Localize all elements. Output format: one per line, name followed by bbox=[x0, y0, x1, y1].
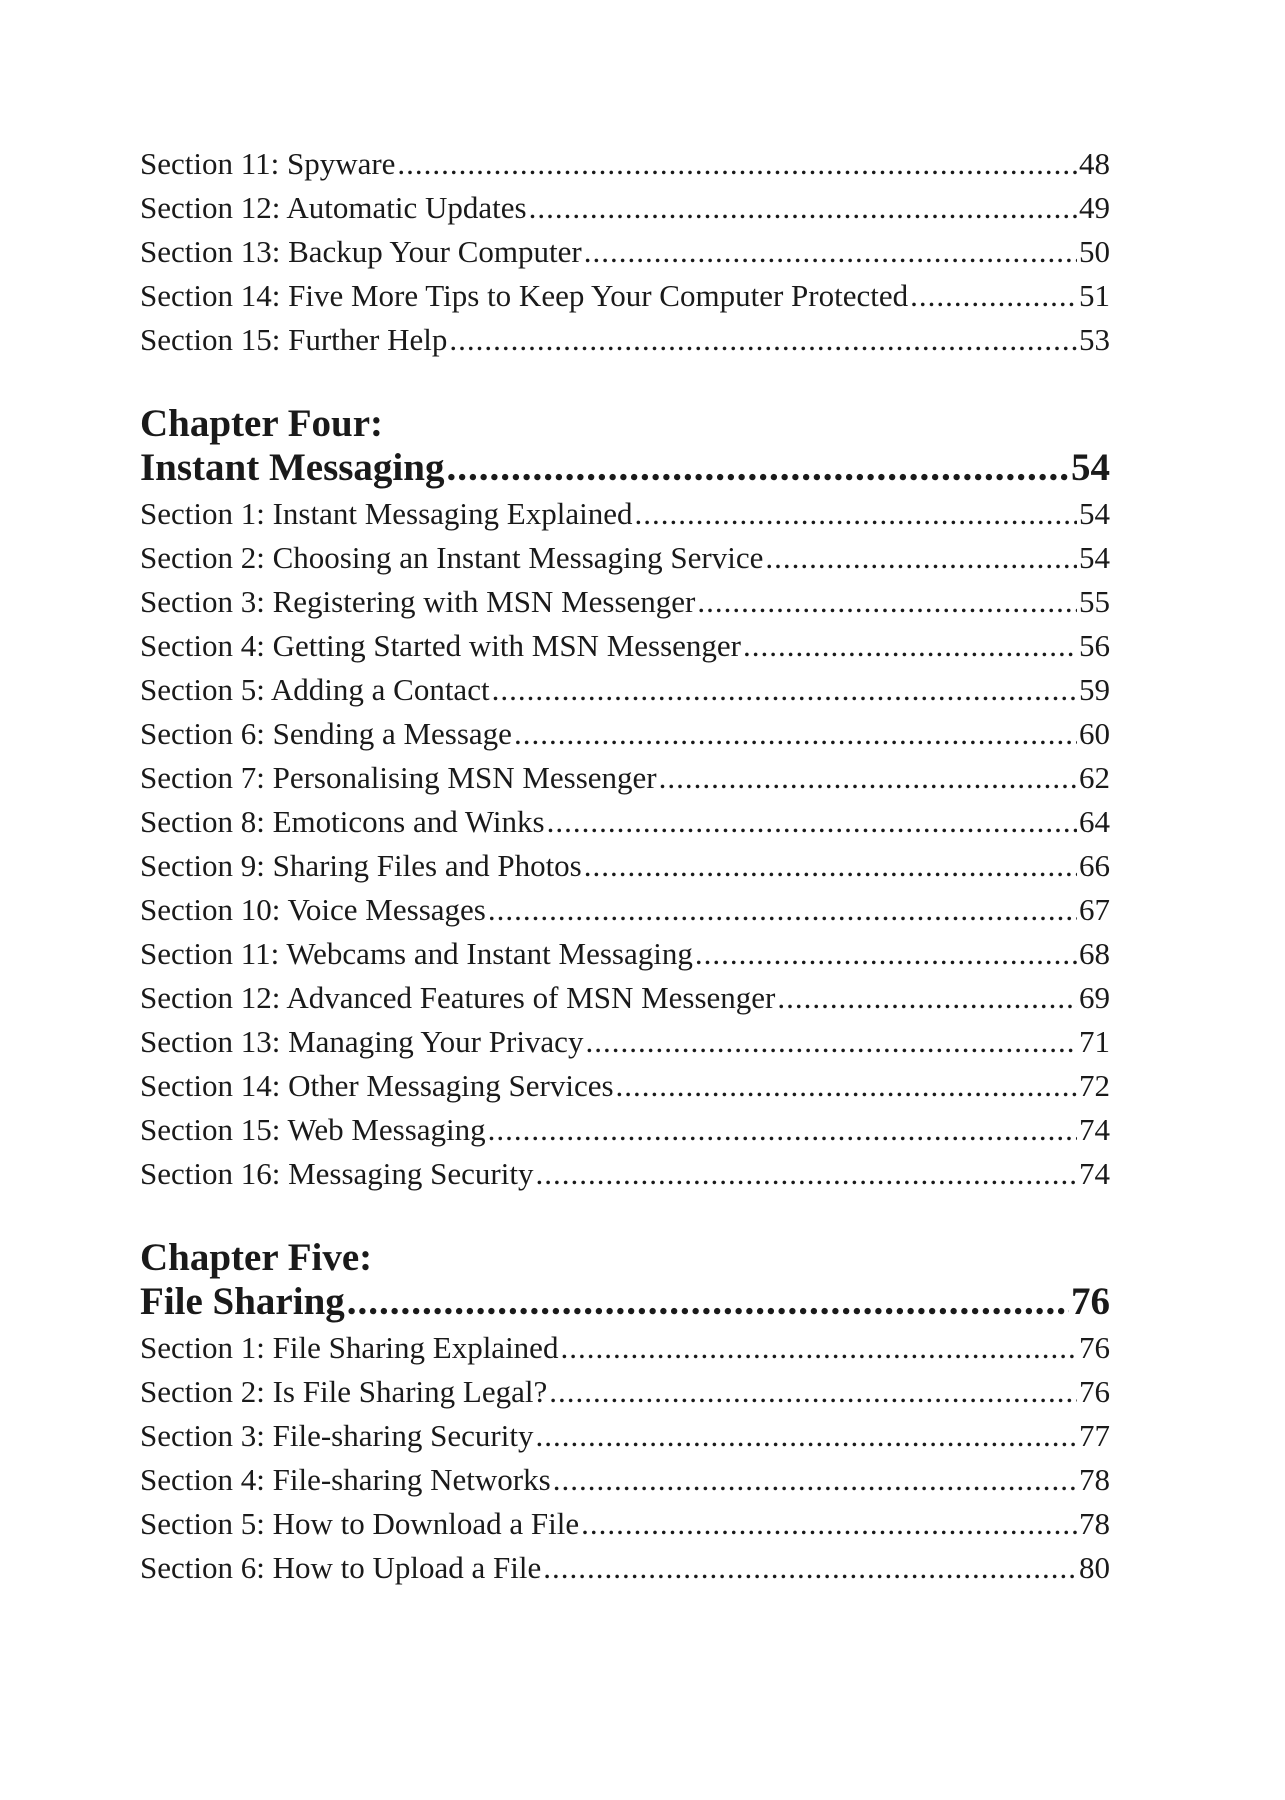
toc-entry-title: Section 1: Instant Messaging Explained bbox=[140, 496, 633, 531]
toc-entry-page: 66 bbox=[1079, 848, 1110, 883]
toc-entry[interactable] bbox=[140, 932, 1110, 976]
toc-entry[interactable] bbox=[140, 1414, 1110, 1458]
dot-leader bbox=[543, 1546, 1077, 1590]
toc-entry-title: Section 5: How to Download a File bbox=[140, 1506, 580, 1541]
toc-entry-page: 68 bbox=[1079, 936, 1110, 971]
dot-leader bbox=[449, 318, 1077, 362]
toc-entry[interactable] bbox=[140, 976, 1110, 1020]
chapter-four bbox=[140, 402, 1110, 1196]
dot-leader bbox=[347, 1280, 1069, 1324]
toc-entry[interactable] bbox=[140, 800, 1110, 844]
toc-entry-page: 48 bbox=[1079, 146, 1110, 181]
toc-entry[interactable] bbox=[140, 230, 1110, 274]
toc-entry-title: Section 6: Sending a Message bbox=[140, 716, 512, 751]
toc-entry-title: Section 4: Getting Started with MSN Messenger bbox=[140, 628, 741, 663]
toc-entry-page: 59 bbox=[1079, 672, 1110, 707]
toc-entry-page: 77 bbox=[1079, 1418, 1110, 1453]
toc-entry[interactable] bbox=[140, 1326, 1110, 1370]
toc-entry-page: 60 bbox=[1079, 716, 1110, 751]
toc-entry[interactable] bbox=[140, 624, 1110, 668]
table-of-contents bbox=[140, 142, 1110, 1590]
toc-entry-page: 49 bbox=[1079, 190, 1110, 225]
toc-entry-title: Section 14: Five More Tips to Keep Your Computer Protected bbox=[140, 278, 909, 313]
toc-entry-page: 74 bbox=[1079, 1156, 1110, 1191]
dot-leader bbox=[634, 492, 1077, 536]
dot-leader bbox=[697, 580, 1077, 624]
toc-entry-page: 56 bbox=[1079, 628, 1110, 663]
toc-entry[interactable] bbox=[140, 142, 1110, 186]
toc-entry[interactable] bbox=[140, 756, 1110, 800]
toc-entry-title: Section 2: Choosing an Instant Messaging Service bbox=[140, 540, 764, 575]
dot-leader bbox=[553, 1458, 1077, 1502]
dot-leader bbox=[616, 1064, 1077, 1108]
toc-entry[interactable] bbox=[140, 888, 1110, 932]
toc-entry[interactable] bbox=[140, 1108, 1110, 1152]
chapter-heading[interactable] bbox=[140, 446, 1110, 492]
toc-entry-title: Section 16: Messaging Security bbox=[140, 1156, 534, 1191]
toc-entry-page: 71 bbox=[1079, 1024, 1110, 1059]
toc-entry-page: 67 bbox=[1079, 892, 1110, 927]
toc-entry[interactable] bbox=[140, 1152, 1110, 1196]
dot-leader bbox=[695, 932, 1077, 976]
dot-leader bbox=[535, 1414, 1077, 1458]
toc-entry[interactable] bbox=[140, 580, 1110, 624]
intro-section-list bbox=[140, 142, 1110, 362]
toc-entry-page: 78 bbox=[1079, 1506, 1110, 1541]
toc-entry-page: 76 bbox=[1079, 1374, 1110, 1409]
dot-leader bbox=[584, 230, 1077, 274]
toc-entry-title: Section 5: Adding a Contact bbox=[140, 672, 490, 707]
chapter-heading[interactable] bbox=[140, 1280, 1110, 1326]
toc-entry-page: 64 bbox=[1079, 804, 1110, 839]
toc-entry-title: Section 3: File-sharing Security bbox=[140, 1418, 534, 1453]
toc-entry-title: Section 9: Sharing Files and Photos bbox=[140, 848, 582, 883]
dot-leader bbox=[560, 1326, 1077, 1370]
toc-entry-page: 54 bbox=[1079, 496, 1110, 531]
toc-entry-title: Section 15: Web Messaging bbox=[140, 1112, 486, 1147]
dot-leader bbox=[488, 888, 1077, 932]
toc-entry-page: 76 bbox=[1079, 1330, 1110, 1365]
dot-leader bbox=[397, 142, 1077, 186]
dot-leader bbox=[910, 274, 1077, 318]
toc-entry-title: Section 10: Voice Messages bbox=[140, 892, 486, 927]
toc-entry-title: Section 12: Advanced Features of MSN Messenger bbox=[140, 980, 776, 1015]
toc-entry-title: Section 8: Emoticons and Winks bbox=[140, 804, 545, 839]
dot-leader bbox=[446, 446, 1069, 490]
toc-entry-title: Section 12: Automatic Updates bbox=[140, 190, 527, 225]
toc-entry-title: Section 3: Registering with MSN Messenger bbox=[140, 584, 696, 619]
dot-leader bbox=[743, 624, 1077, 668]
dot-leader bbox=[659, 756, 1077, 800]
dot-leader bbox=[514, 712, 1077, 756]
toc-entry[interactable] bbox=[140, 844, 1110, 888]
dot-leader bbox=[777, 976, 1077, 1020]
toc-entry-page: 78 bbox=[1079, 1462, 1110, 1497]
dot-leader bbox=[529, 186, 1077, 230]
toc-entry-title: Section 15: Further Help bbox=[140, 322, 448, 357]
toc-entry[interactable] bbox=[140, 318, 1110, 362]
toc-entry-page: 53 bbox=[1079, 322, 1110, 357]
dot-leader bbox=[547, 800, 1077, 844]
dot-leader bbox=[765, 536, 1077, 580]
chapter-label: Chapter Four: bbox=[140, 402, 384, 445]
toc-entry-title: Section 11: Webcams and Instant Messaging bbox=[140, 936, 693, 971]
chapter-label: Chapter Five: bbox=[140, 1236, 373, 1279]
dot-leader bbox=[584, 844, 1077, 888]
dot-leader bbox=[492, 668, 1077, 712]
dot-leader bbox=[581, 1502, 1077, 1546]
toc-entry[interactable] bbox=[140, 1458, 1110, 1502]
toc-entry[interactable] bbox=[140, 1546, 1110, 1590]
toc-entry-page: 62 bbox=[1079, 760, 1110, 795]
toc-entry-page: 55 bbox=[1079, 584, 1110, 619]
dot-leader bbox=[535, 1152, 1077, 1196]
toc-entry-title: Section 13: Backup Your Computer bbox=[140, 234, 582, 269]
toc-entry-title: Section 7: Personalising MSN Messenger bbox=[140, 760, 657, 795]
chapter-page: 54 bbox=[1071, 446, 1110, 489]
toc-entry-page: 51 bbox=[1079, 278, 1110, 313]
toc-entry-page: 69 bbox=[1079, 980, 1110, 1015]
toc-entry-title: Section 6: How to Upload a File bbox=[140, 1550, 542, 1585]
toc-entry-title: Section 1: File Sharing Explained bbox=[140, 1330, 559, 1365]
toc-entry-page: 72 bbox=[1079, 1068, 1110, 1103]
chapter-page: 76 bbox=[1071, 1280, 1110, 1323]
chapter-five bbox=[140, 1236, 1110, 1590]
toc-entry-title: Section 13: Managing Your Privacy bbox=[140, 1024, 584, 1059]
toc-entry-title: Section 11: Spyware bbox=[140, 146, 396, 181]
chapter-title: Instant Messaging bbox=[140, 446, 445, 489]
dot-leader bbox=[488, 1108, 1077, 1152]
toc-entry[interactable] bbox=[140, 1502, 1110, 1546]
dot-leader bbox=[549, 1370, 1077, 1414]
toc-entry[interactable] bbox=[140, 536, 1110, 580]
toc-entry-page: 54 bbox=[1079, 540, 1110, 575]
toc-entry[interactable] bbox=[140, 1020, 1110, 1064]
toc-entry-title: Section 4: File-sharing Networks bbox=[140, 1462, 551, 1497]
toc-entry[interactable] bbox=[140, 1064, 1110, 1108]
toc-entry[interactable] bbox=[140, 668, 1110, 712]
dot-leader bbox=[585, 1020, 1077, 1064]
toc-entry[interactable] bbox=[140, 1370, 1110, 1414]
toc-entry[interactable] bbox=[140, 186, 1110, 230]
toc-entry-page: 80 bbox=[1079, 1550, 1110, 1585]
toc-entry[interactable] bbox=[140, 274, 1110, 318]
chapter-title: File Sharing bbox=[140, 1280, 345, 1323]
toc-entry-page: 50 bbox=[1079, 234, 1110, 269]
toc-entry-title: Section 14: Other Messaging Services bbox=[140, 1068, 614, 1103]
toc-entry-title: Section 2: Is File Sharing Legal? bbox=[140, 1374, 548, 1409]
toc-entry[interactable] bbox=[140, 492, 1110, 536]
toc-entry-page: 74 bbox=[1079, 1112, 1110, 1147]
toc-entry[interactable] bbox=[140, 712, 1110, 756]
